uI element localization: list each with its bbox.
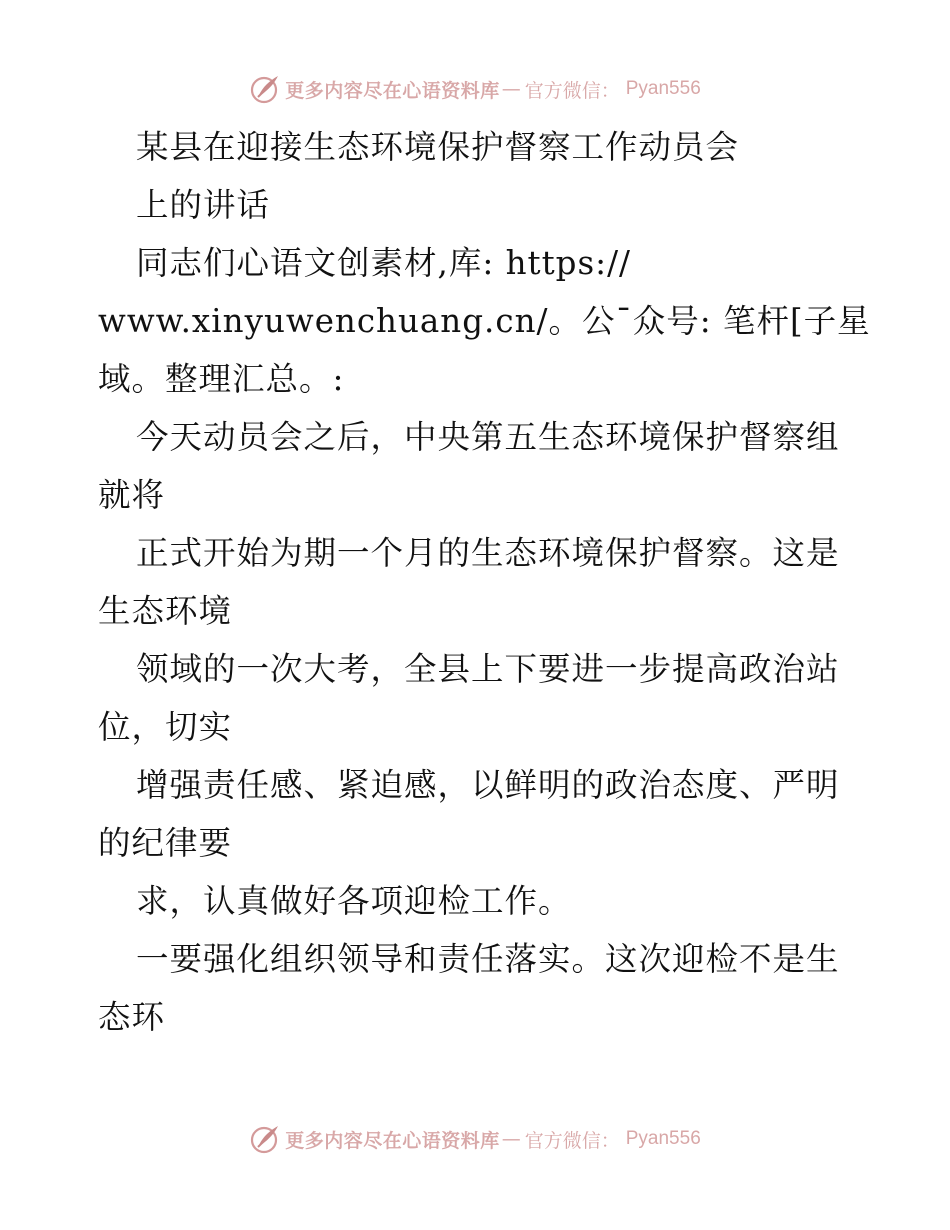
text-line: 正式开始为期一个月的生态环境保护督察。这是 <box>136 534 840 572</box>
watermark-wechat-id: Pyan556 <box>625 1128 701 1149</box>
text-line: 域。整理汇总。: <box>98 360 345 398</box>
text-line: 领域的一次大考，全县上下要进一步提高政治站 <box>136 650 840 688</box>
text-line: 上的讲话 <box>136 186 271 224</box>
watermark-dash: — <box>501 78 521 100</box>
text-line: 就将 <box>98 476 166 514</box>
text-line: 一要强化组织领导和责任落实。这次迎检不是生 <box>136 940 840 978</box>
text-line: 生态环境 <box>98 592 233 630</box>
text-line: 的纪律要 <box>98 824 233 862</box>
text-line: 今天动员会之后，中央第五生态环境保护督察组 <box>136 418 840 456</box>
watermark-wechat-id: Pyan556 <box>625 78 701 99</box>
text-line: www.xinyuwenchuang.cn/。公¯众号: 笔杆[子星 <box>98 302 871 340</box>
document-body <box>98 118 871 1046</box>
text-line: 增强责任感、紧迫感，以鲜明的政治态度、严明 <box>136 766 840 804</box>
watermark-site-name: 更多内容尽在心语资料库 <box>285 79 500 102</box>
text-line: 求，认真做好各项迎检工作。 <box>136 882 572 920</box>
watermark-dash: — <box>501 1128 521 1150</box>
feather-pen-logo-icon <box>249 73 281 105</box>
text-line: 同志们心语文创素材,库: https:// <box>136 244 631 282</box>
feather-pen-logo-icon <box>249 1123 281 1155</box>
header-watermark <box>0 69 950 109</box>
text-line: 态环 <box>98 998 166 1036</box>
text-line: 某县在迎接生态环境保护督察工作动员会 <box>136 128 740 166</box>
text-line: 位，切实 <box>98 708 233 746</box>
watermark-site-name: 更多内容尽在心语资料库 <box>285 1129 500 1152</box>
watermark-wechat-label: 官方微信： <box>524 79 620 102</box>
watermark-wechat-label: 官方微信： <box>524 1129 620 1152</box>
footer-watermark <box>0 1119 950 1159</box>
